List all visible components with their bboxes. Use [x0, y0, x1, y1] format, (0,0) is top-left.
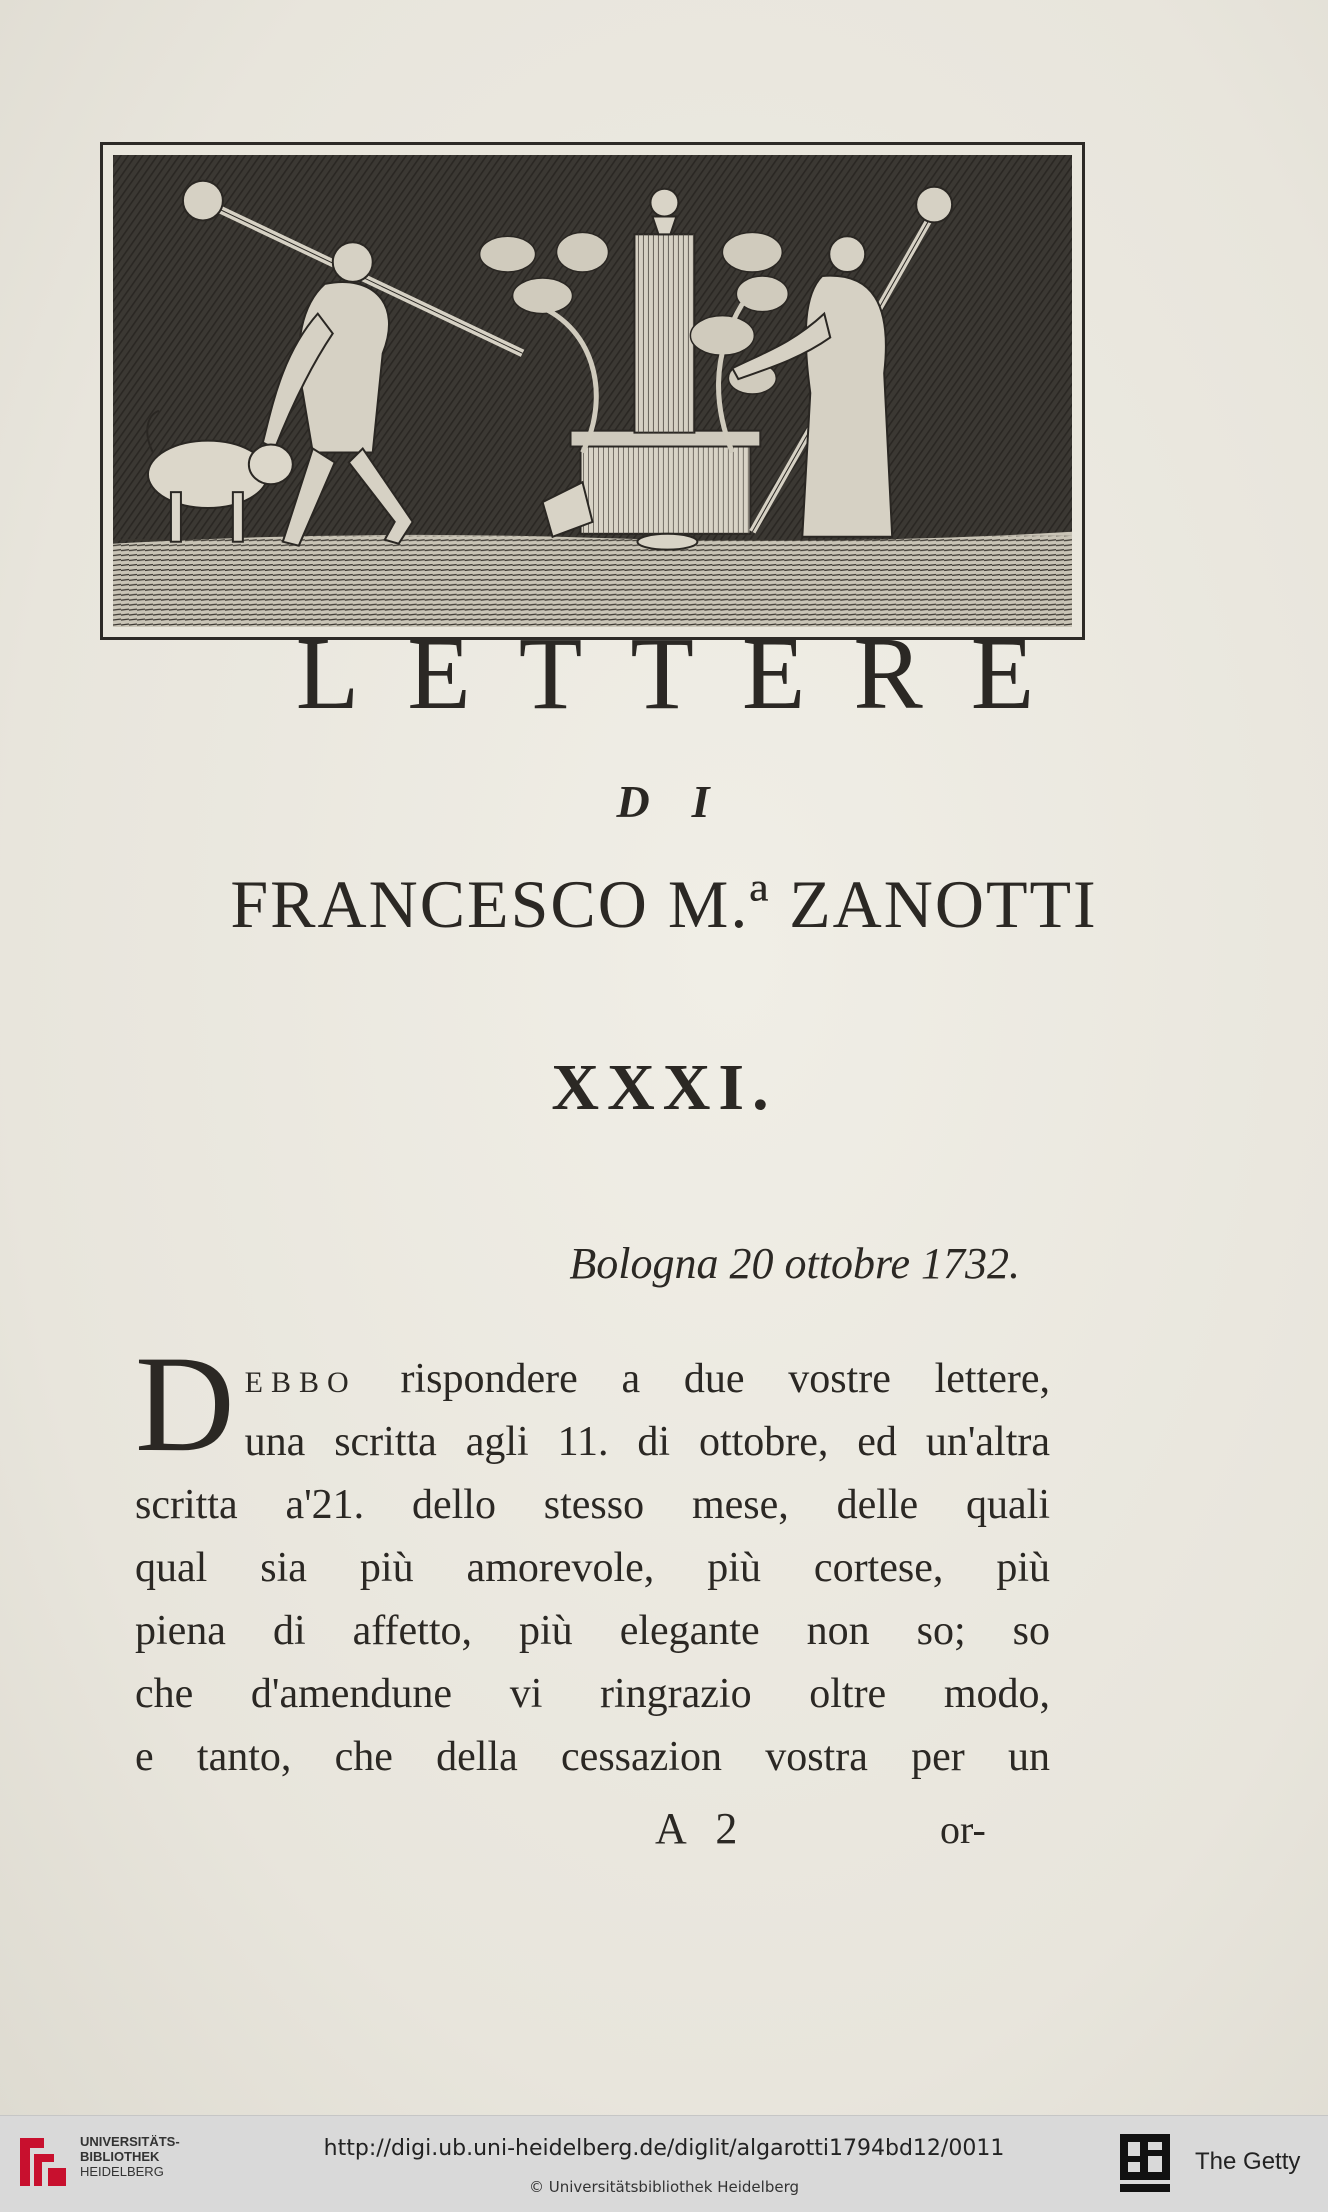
partner-name: The Getty [1195, 2148, 1301, 2175]
engraved-vignette [100, 142, 1085, 640]
institution-line: UNIVERSITÄTS- [80, 2134, 180, 2149]
body-line: che d'amendune vi ringrazio oltre modo, [135, 1671, 1050, 1717]
body-line: e tanto, che della cessazion vostra per un [135, 1734, 1050, 1780]
drop-cap: D [135, 1327, 235, 1480]
body-line: una scritta agli 11. di ottobre, ed un'altra [244, 1419, 1050, 1465]
author-name: FRANCESCO M.ª ZANOTTI [230, 866, 1098, 942]
getty-logo-icon[interactable] [1118, 2132, 1172, 2194]
body-line-text: rispondere a due vostre lettere, [400, 1356, 1050, 1402]
institution-line: HEIDELBERG [80, 2164, 164, 2179]
institution-line: BIBLIOTHEK [80, 2149, 160, 2164]
copyright-notice: © Universitätsbibliothek Heidelberg [528, 2178, 799, 2196]
sacrifice-scene-engraving [113, 155, 1072, 627]
letter-number: XXXI. [551, 1051, 777, 1124]
body-line [135, 1348, 1050, 1411]
body-line: qual sia più amorevole, più cortese, più [135, 1545, 1050, 1591]
signature-mark: A 2 [655, 1804, 748, 1853]
permalink-url[interactable]: http://digi.ub.uni-heidelberg.de/diglit/algarotti1794bd12/0011 [323, 2136, 1005, 2161]
book-title: LETTERE [295, 616, 1083, 731]
catchword: or- [940, 1807, 986, 1852]
body-line: piena di affetto, più elegante non so; so [135, 1608, 1050, 1654]
viewer-footer [0, 2115, 1328, 2212]
letter-body [135, 1327, 1050, 1789]
body-line: scritta a'21. dello stesso mese, delle quali [135, 1482, 1050, 1528]
title-preposition: DI [616, 776, 752, 827]
letter-dateline: Bologna 20 ottobre 1732. [569, 1239, 1020, 1288]
first-word-smallcaps: EBBO [244, 1366, 357, 1399]
